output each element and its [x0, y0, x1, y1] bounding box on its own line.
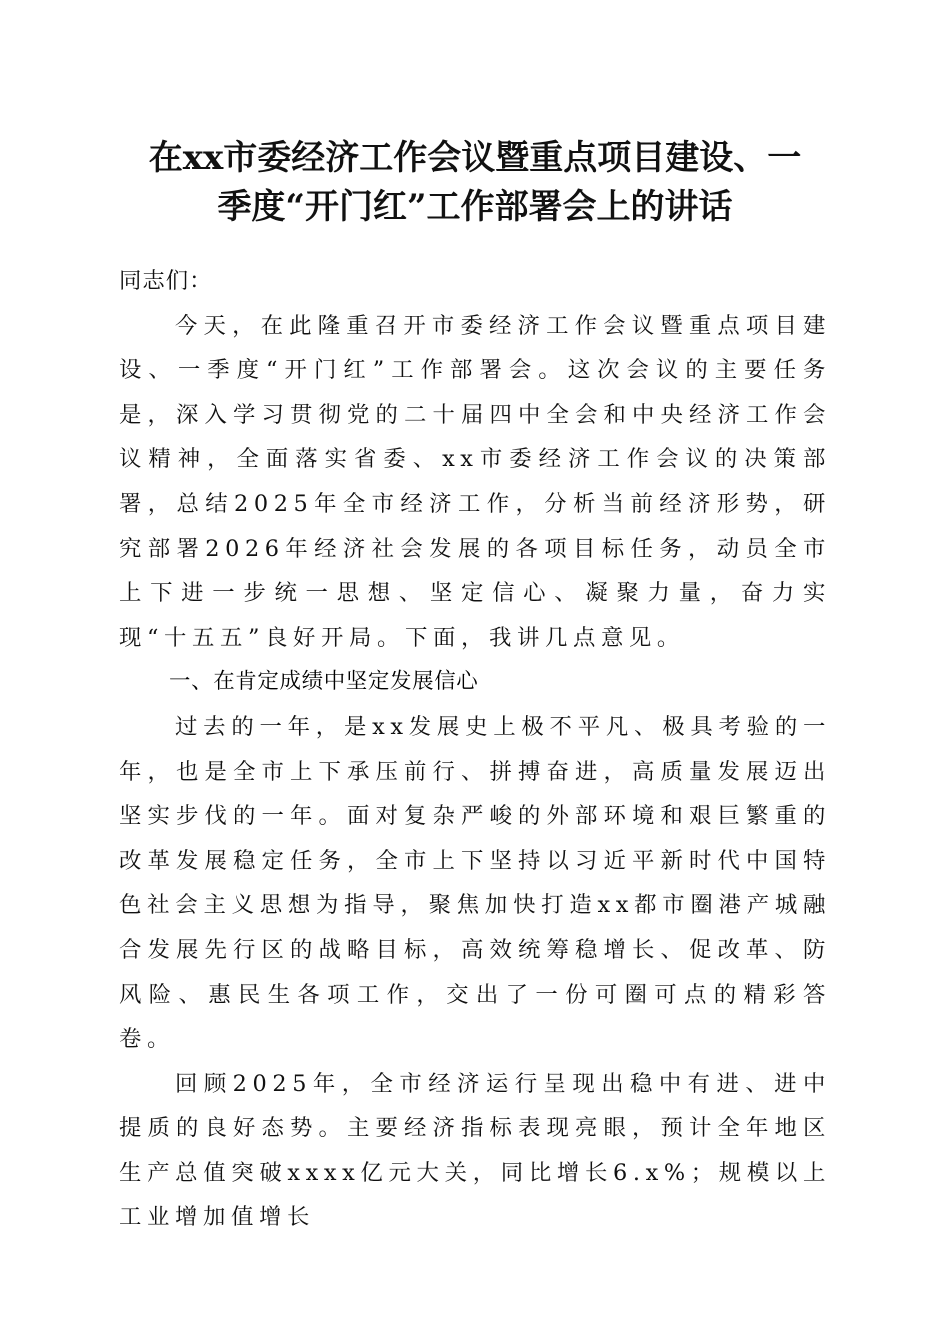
- section-paragraph-1: 过去的一年，是xx发展史上极不平凡、极具考验的一年，也是全市上下承压前行、拼搏奋进，高质量发展迈出坚实步伐的一年。面对复杂严峻的外部环境和艰巨繁重的改革发展稳定任务，全市上下坚持以习近平新时代中国特色社会主义思想为指导，聚焦加快打造xx都市圈港产城融合发展先行区的战略目标，高效统筹稳增长、促改革、防风险、惠民生各项工作，交出了一份可圈可点的精彩答卷。: [119, 713, 831, 1053]
- document-title: [115, 134, 835, 232]
- title-line-2: 季度“开门红”工作部署会上的讲话: [217, 187, 733, 227]
- section-paragraph-2: 回顾2025年，全市经济运行呈现出稳中有进、进中提质的良好态势。主要经济指标表现亮眼，预计全年地区生产总值突破xxxx亿元大关，同比增长6.x%；规模以上工业增加值增长: [119, 1070, 831, 1231]
- document-body: [119, 259, 831, 1240]
- title-line-1: 在xx市委经济工作会议暨重点项目建设、一: [148, 138, 802, 178]
- intro-paragraph: 今天，在此隆重召开市委经济工作会议暨重点项目建设、一季度“开门红”工作部署会。这次会议的主要任务是，深入学习贯彻党的二十届四中全会和中央经济工作会议精神，全面落实省委、xx市委经济工作会议的决策部署，总结2025年全市经济工作，分析当前经济形势，研究部署2026年经济社会发展的各项目标任务，动员全市上下进一步统一思想、坚定信心、凝聚力量，奋力实现“十五五”良好开局。下面，我讲几点意见。: [119, 312, 831, 651]
- salutation: 同志们：: [119, 268, 213, 294]
- section-heading: 一、在肯定成绩中坚定发展信心: [169, 669, 479, 695]
